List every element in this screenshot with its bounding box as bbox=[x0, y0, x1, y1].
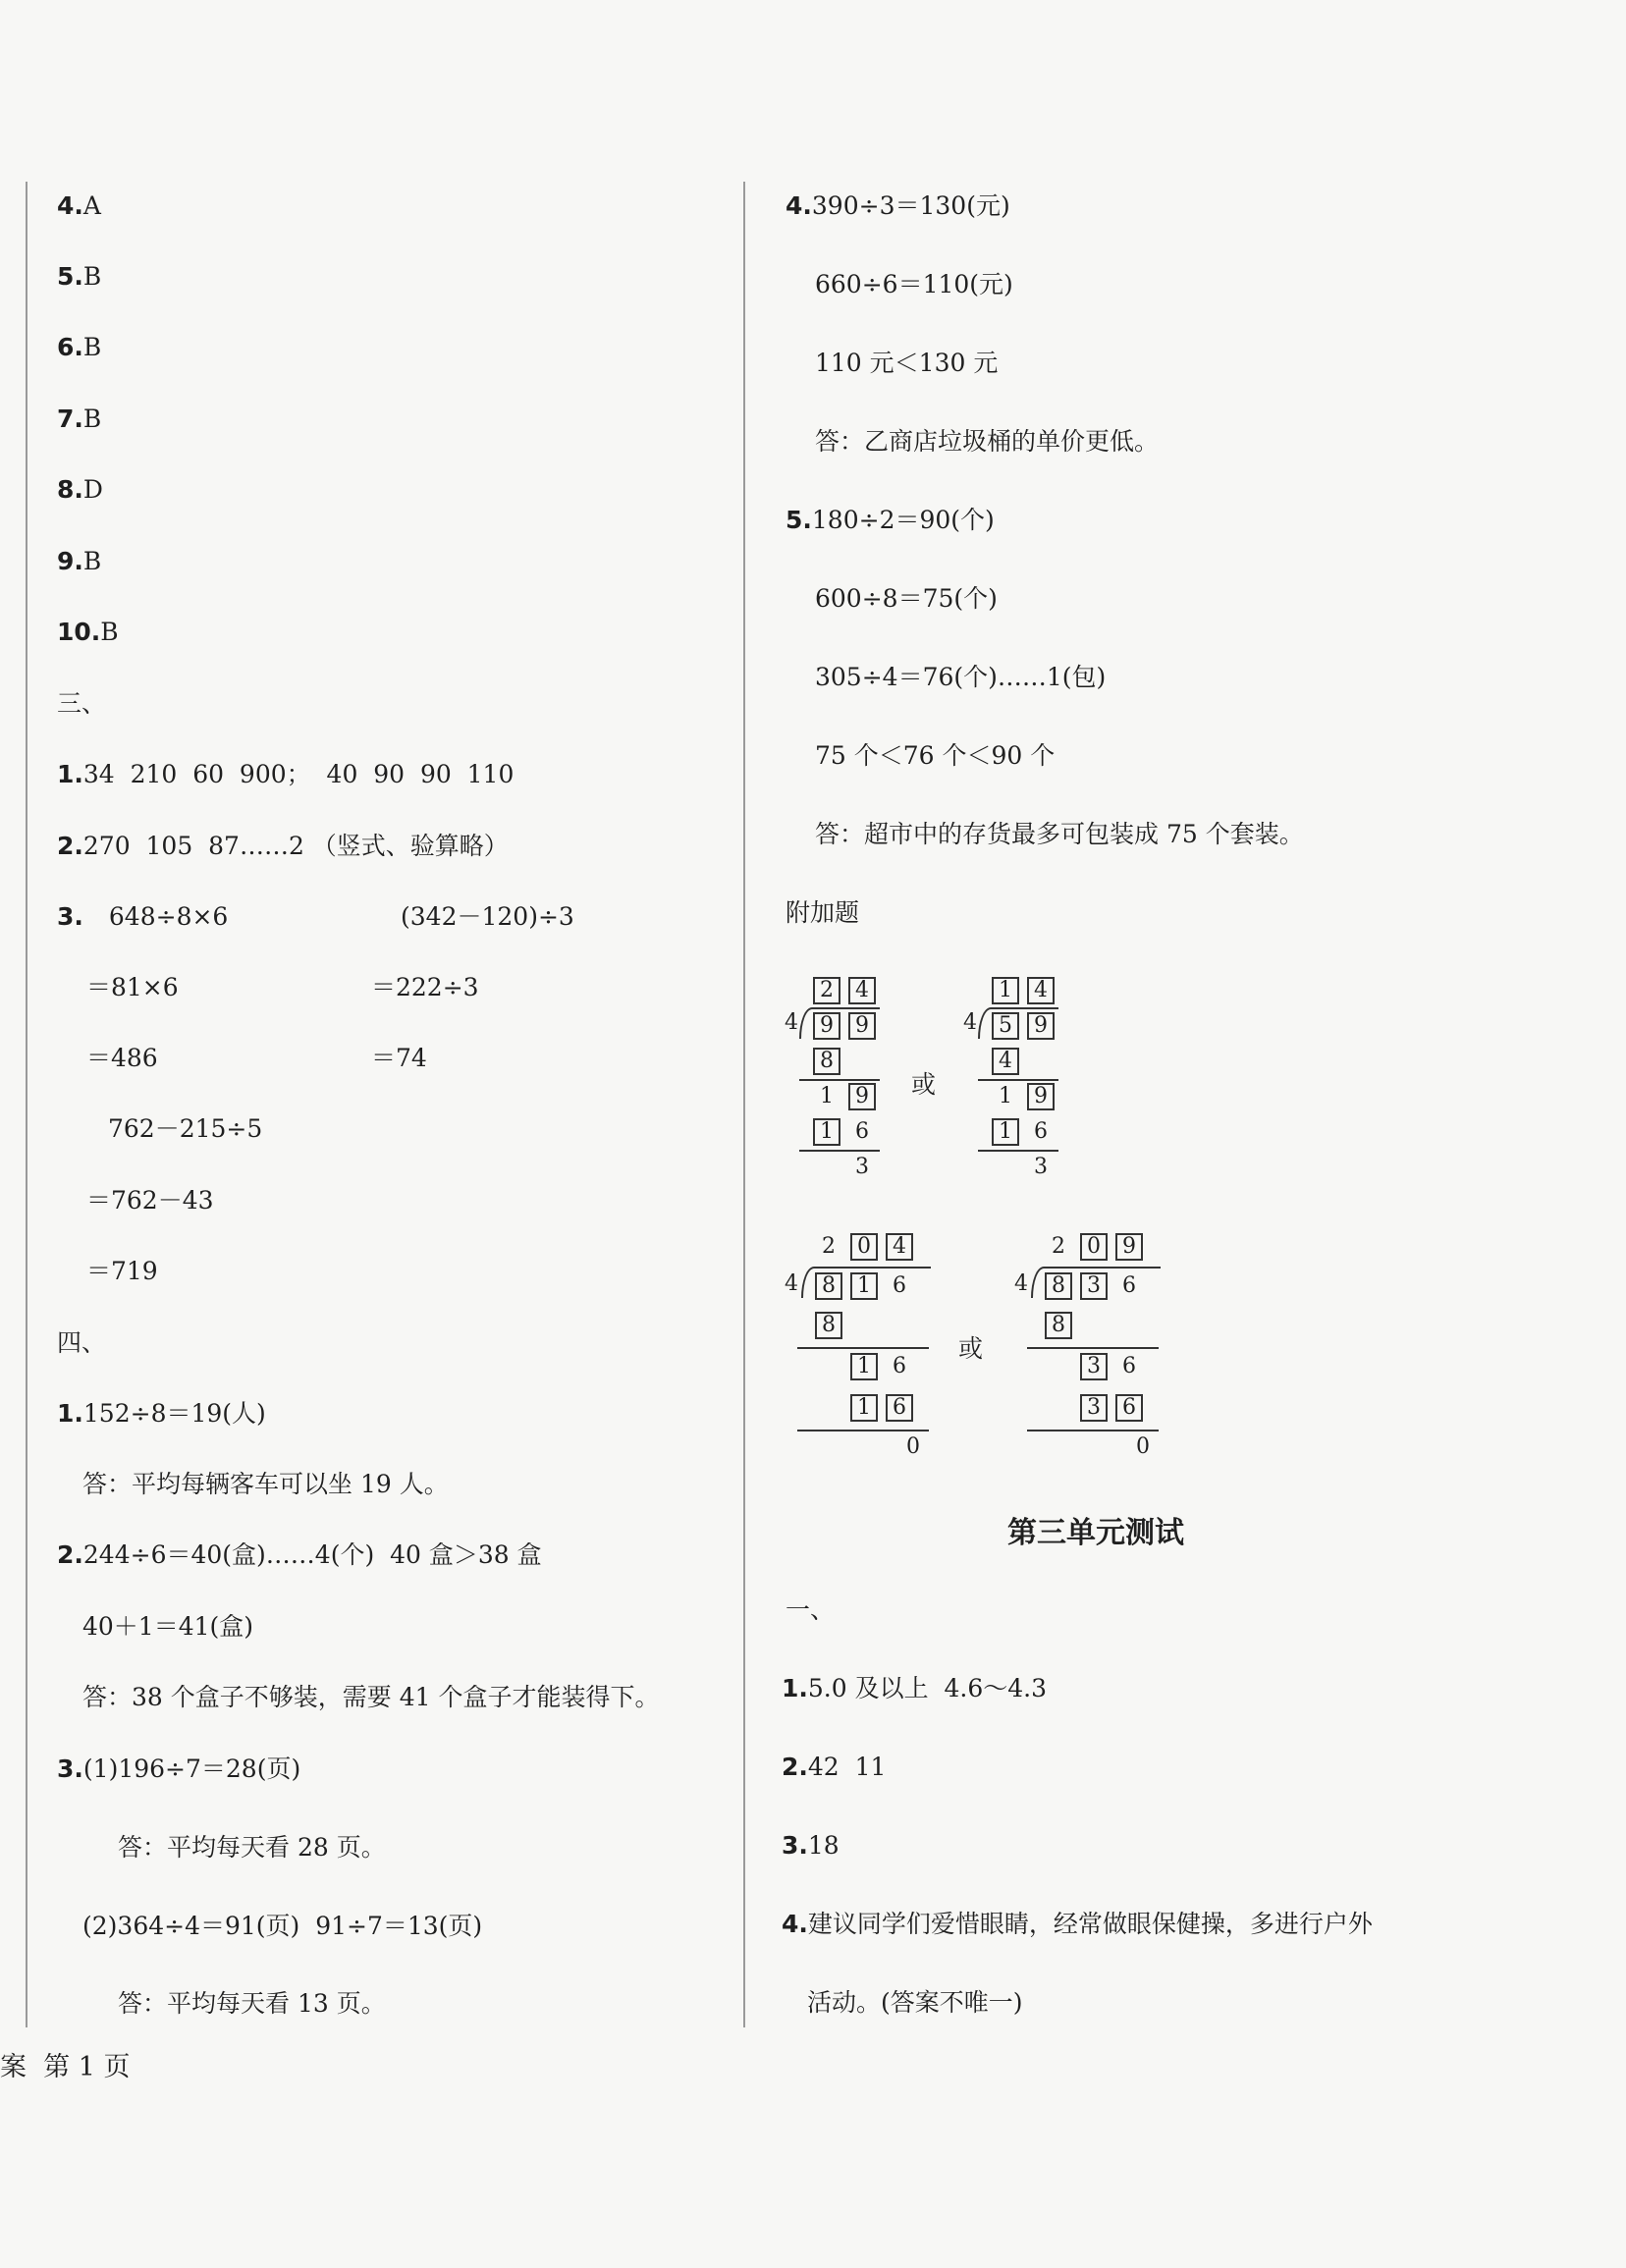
digit-box: 9 bbox=[813, 1012, 840, 1040]
digit-box: 4 bbox=[992, 1048, 1019, 1075]
digit: 6 bbox=[1122, 1273, 1136, 1298]
division-rule bbox=[978, 1079, 1058, 1081]
answer-line: 2.270 105 87……2 （竖式、验算略） bbox=[57, 832, 509, 860]
answer-line: 2.42 11 bbox=[782, 1753, 887, 1781]
answer-line: 答：平均每辆客车可以坐 19 人。 bbox=[82, 1470, 449, 1498]
remainder: 3 bbox=[1034, 1155, 1048, 1179]
answer-line: 4.A bbox=[57, 191, 101, 220]
answer-line: 3.18 bbox=[782, 1831, 840, 1860]
answer-line: 600÷8＝75(个) bbox=[815, 584, 998, 613]
digit: 2 bbox=[1052, 1234, 1065, 1259]
answer-line: ＝81×6 bbox=[86, 973, 179, 1001]
digit-box: 2 bbox=[813, 977, 840, 1004]
answer-line: 4.390÷3＝130(元) bbox=[786, 191, 1010, 220]
answer-line: 762－215÷5 bbox=[108, 1114, 263, 1143]
digit-box: 9 bbox=[848, 1012, 876, 1040]
answer-line: 3. 648÷8×6 bbox=[57, 902, 229, 931]
digit-box: 6 bbox=[1115, 1394, 1143, 1422]
digit-box: 5 bbox=[992, 1012, 1019, 1040]
answer-line: 1.34 210 60 900； 40 90 90 110 bbox=[57, 760, 515, 788]
left-margin-rule bbox=[26, 182, 27, 2027]
answer-line: 110 元＜130 元 bbox=[815, 349, 999, 377]
answer-line: 答：38 个盒子不够装，需要 41 个盒子才能装得下。 bbox=[82, 1683, 660, 1711]
bonus-heading: 附加题 bbox=[786, 898, 860, 927]
digit-box: 8 bbox=[815, 1272, 842, 1300]
answer-line: ＝222÷3 bbox=[371, 973, 479, 1001]
digit-box: 4 bbox=[886, 1233, 913, 1261]
remainder: 0 bbox=[906, 1434, 920, 1459]
digit-box: 1 bbox=[850, 1353, 878, 1380]
division-rule bbox=[797, 1430, 929, 1431]
division-rule bbox=[1027, 1430, 1159, 1431]
digit-box: 9 bbox=[1027, 1083, 1055, 1110]
answer-line: 660÷6＝110(元) bbox=[815, 270, 1013, 298]
answer-line: 2.244÷6＝40(盒)……4(个) 40 盒＞38 盒 bbox=[57, 1540, 542, 1569]
answer-line: ＝762－43 bbox=[86, 1186, 214, 1215]
digit-box: 1 bbox=[813, 1118, 840, 1146]
section-heading: 一、 bbox=[786, 1595, 836, 1624]
digit-box: 0 bbox=[850, 1233, 878, 1261]
answer-line: 1.5.0 及以上 4.6～4.3 bbox=[782, 1674, 1048, 1702]
answer-line: ＝74 bbox=[371, 1044, 427, 1072]
digit-box: 6 bbox=[886, 1394, 913, 1422]
answer-line: 7.B bbox=[57, 405, 102, 433]
answer-line: 75 个＜76 个＜90 个 bbox=[815, 741, 1056, 770]
digit: 2 bbox=[822, 1234, 836, 1259]
digit-box: 1 bbox=[850, 1272, 878, 1300]
answer-line: ＝719 bbox=[86, 1257, 158, 1285]
answer-line: ＝486 bbox=[86, 1044, 158, 1072]
answer-line: 答：乙商店垃圾桶的单价更低。 bbox=[815, 427, 1160, 456]
digit-box: 3 bbox=[1080, 1353, 1108, 1380]
digit: 6 bbox=[1122, 1354, 1136, 1378]
answer-line: 答：平均每天看 28 页。 bbox=[118, 1833, 386, 1862]
digit-box: 1 bbox=[992, 1118, 1019, 1146]
answer-line: 答：超市中的存货最多可包装成 75 个套装。 bbox=[815, 820, 1304, 848]
answer-line: 5.180÷2＝90(个) bbox=[786, 506, 995, 534]
digit: 6 bbox=[1034, 1119, 1048, 1144]
digit-box: 9 bbox=[1115, 1233, 1143, 1261]
or-label: 或 bbox=[911, 1070, 937, 1099]
divisor: 4 bbox=[963, 1010, 977, 1035]
divisor: 4 bbox=[1014, 1271, 1028, 1296]
answer-line: 305÷4＝76(个)……1(包) bbox=[815, 663, 1107, 691]
answer-line: (2)364÷4＝91(页) 91÷7＝13(页) bbox=[82, 1912, 483, 1940]
division-rule bbox=[797, 1347, 929, 1349]
digit: 6 bbox=[893, 1273, 906, 1298]
division-rule bbox=[1027, 1347, 1159, 1349]
digit-box: 0 bbox=[1080, 1233, 1108, 1261]
digit-box: 1 bbox=[850, 1394, 878, 1422]
section-heading: 四、 bbox=[57, 1328, 107, 1357]
division-rule bbox=[978, 1150, 1058, 1152]
remainder: 0 bbox=[1136, 1434, 1150, 1459]
section-title: 第三单元测试 bbox=[1007, 1516, 1184, 1550]
remainder: 3 bbox=[855, 1155, 869, 1179]
column-divider bbox=[743, 182, 745, 2027]
digit-box: 8 bbox=[813, 1048, 840, 1075]
answer-line: 8.D bbox=[57, 475, 103, 504]
answer-line: 5.B bbox=[57, 262, 102, 291]
digit: 1 bbox=[820, 1084, 834, 1108]
digit-box: 9 bbox=[848, 1083, 876, 1110]
section-heading: 三、 bbox=[57, 689, 107, 718]
digit-box: 4 bbox=[1027, 977, 1055, 1004]
divisor: 4 bbox=[785, 1010, 798, 1035]
answer-line: 6.B bbox=[57, 333, 102, 361]
division-rule bbox=[799, 1150, 880, 1152]
answer-line: 9.B bbox=[57, 547, 102, 575]
digit-box: 9 bbox=[1027, 1012, 1055, 1040]
digit-box: 8 bbox=[1045, 1312, 1072, 1339]
digit-box: 1 bbox=[992, 977, 1019, 1004]
digit-box: 4 bbox=[848, 977, 876, 1004]
answer-line: 10.B bbox=[57, 618, 119, 646]
digit: 1 bbox=[999, 1084, 1012, 1108]
digit-box: 3 bbox=[1080, 1272, 1108, 1300]
answer-line: (342－120)÷3 bbox=[401, 902, 574, 931]
answer-line: 40＋1＝41(盒) bbox=[82, 1612, 254, 1641]
answer-line: 答：平均每天看 13 页。 bbox=[118, 1989, 386, 2018]
digit: 6 bbox=[855, 1119, 869, 1144]
answer-line: 1.152÷8＝19(人) bbox=[57, 1399, 266, 1428]
digit-box: 3 bbox=[1080, 1394, 1108, 1422]
or-label: 或 bbox=[958, 1334, 984, 1363]
page-footer: 案 第 1 页 bbox=[0, 2052, 131, 2082]
answer-line: 3.(1)196÷7＝28(页) bbox=[57, 1755, 301, 1783]
answer-line: 4.建议同学们爱惜眼睛，经常做眼保健操，多进行户外 bbox=[782, 1910, 1373, 1938]
digit: 6 bbox=[893, 1354, 906, 1378]
division-rule bbox=[799, 1079, 880, 1081]
digit-box: 8 bbox=[1045, 1272, 1072, 1300]
divisor: 4 bbox=[785, 1271, 798, 1296]
digit-box: 8 bbox=[815, 1312, 842, 1339]
answer-line: 活动。(答案不唯一) bbox=[807, 1988, 1023, 2017]
